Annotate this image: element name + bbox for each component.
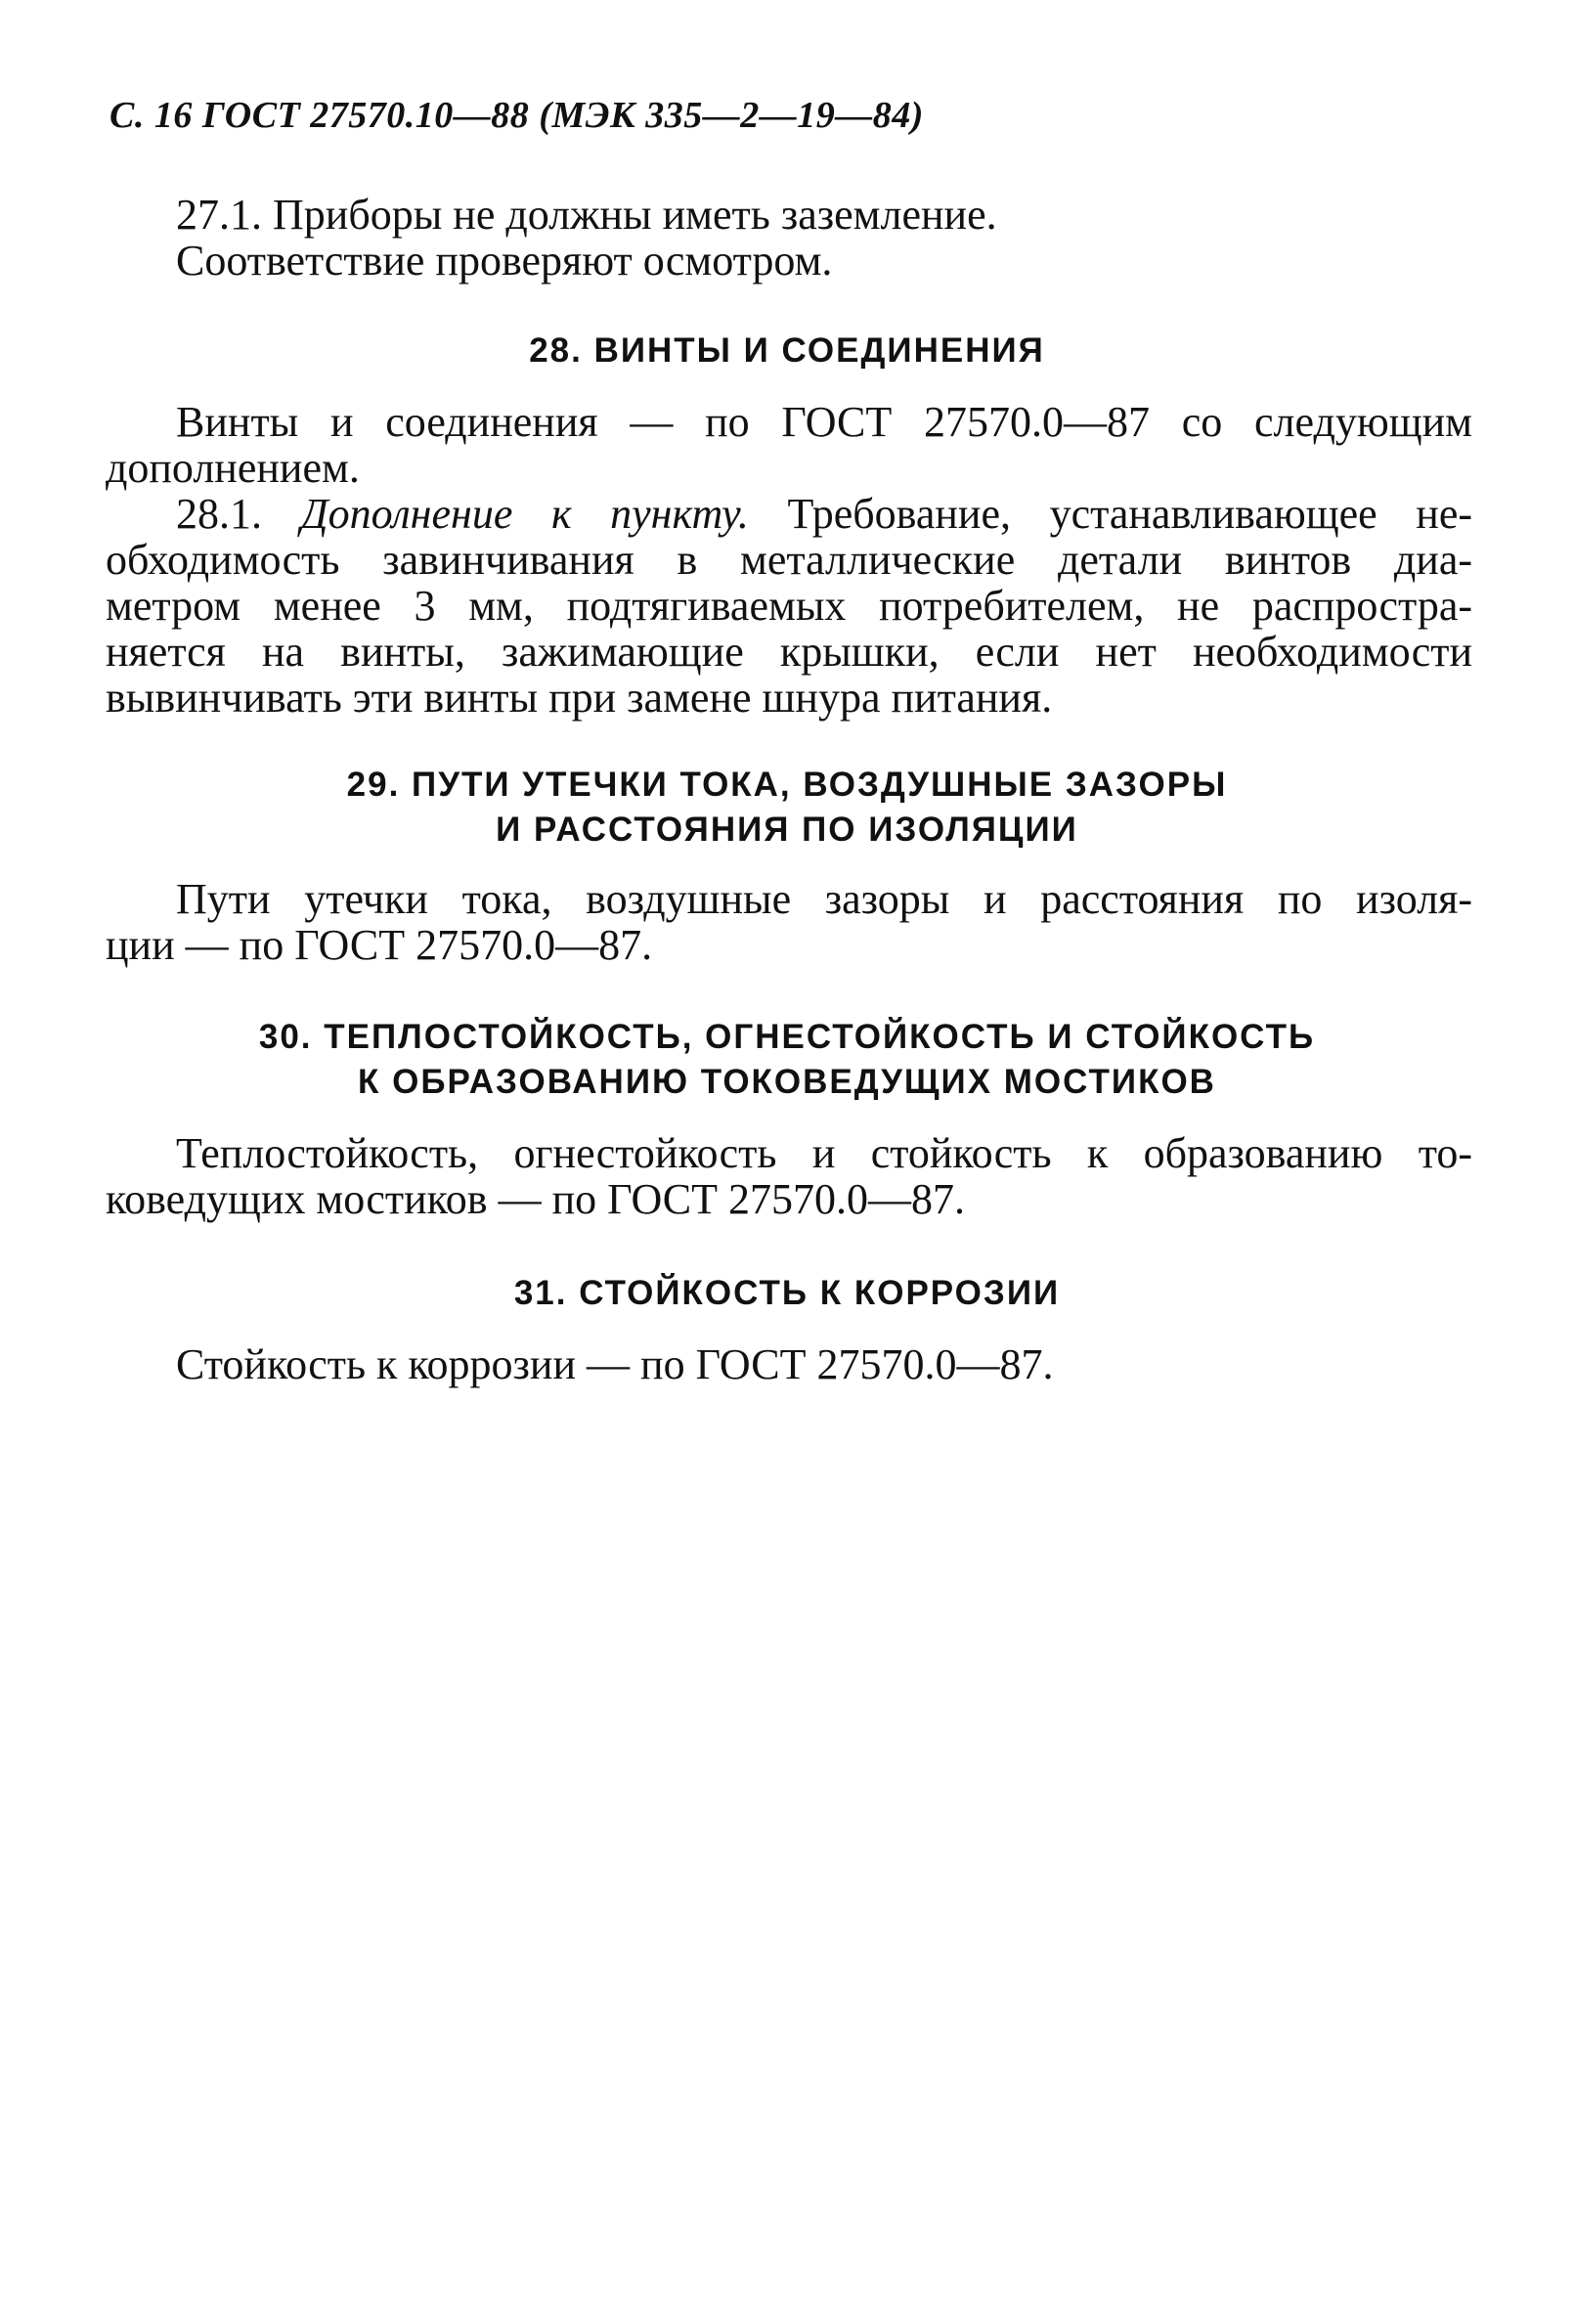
section-29-paragraph — [106, 876, 1472, 968]
section-31-heading — [0, 1271, 1574, 1316]
section-28-heading — [0, 329, 1574, 373]
section-30-heading-line-1: 30. ТЕПЛОСТОЙКОСТЬ, ОГНЕСТОЙКОСТЬ И СТОЙКОСТЬ — [258, 1018, 1316, 1056]
clause-28-1-line-1 — [106, 491, 1472, 537]
section-29-paragraph-line-2: ции — по ГОСТ 27570.0—87. — [106, 921, 653, 969]
clause-27-1-line-2: Соответствие проверяют осмотром. — [176, 237, 833, 285]
clause-28-1-line-4: няется на винты, зажимающие крышки, если нет необходимости — [106, 628, 1472, 676]
section-31-paragraph — [106, 1341, 1472, 1387]
section-30-paragraph-line-2: коведущих мостиков — по ГОСТ 27570.0—87. — [106, 1175, 966, 1223]
section-28-paragraph-line-2: дополнением. — [106, 444, 360, 492]
clause-28-1-number: 28.1. — [176, 490, 301, 538]
section-30-heading-line-2: К ОБРАЗОВАНИЮ ТОКОВЕДУЩИХ МОСТИКОВ — [358, 1063, 1216, 1101]
section-28-paragraph — [106, 399, 1472, 491]
section-31-heading-text: 31. СТОЙКОСТЬ К КОРРОЗИИ — [513, 1274, 1061, 1312]
clause-28-1-line-1-rest: Требование, устанавливающее не- — [748, 490, 1473, 538]
section-29-heading — [0, 763, 1574, 853]
section-28-heading-text: 28. ВИНТЫ И СОЕДИНЕНИЯ — [529, 331, 1045, 370]
section-30-paragraph-line-1: Теплостойкость, огнестойкость и стойкость к образованию то- — [176, 1129, 1472, 1177]
section-29-heading-line-2: И РАССТОЯНИЯ ПО ИЗОЛЯЦИИ — [496, 811, 1078, 849]
section-28-paragraph-line-1: Винты и соединения — по ГОСТ 27570.0—87 со следующим — [176, 398, 1472, 446]
clause-27-1 — [106, 192, 1472, 284]
clause-28-1-italic-title: Дополнение к пункту. — [300, 490, 749, 538]
clause-28-1-line-2: обходимость завинчивания в металлические детали винтов диа- — [106, 536, 1472, 584]
clause-27-1-line-1: 27.1. Приборы не должны иметь заземление. — [176, 191, 997, 239]
section-29-paragraph-line-1: Пути утечки тока, воздушные зазоры и расстояния по изоля- — [176, 875, 1472, 923]
section-30-heading — [0, 1015, 1574, 1105]
section-31-paragraph-line-1: Стойкость к коррозии — по ГОСТ 27570.0—87. — [176, 1340, 1054, 1388]
clause-28-1-line-5: вывинчивать эти винты при замене шнура питания. — [106, 674, 1053, 722]
clause-28-1-line-3: метром менее 3 мм, подтягиваемых потребителем, не распростра- — [106, 582, 1472, 630]
clause-28-1 — [106, 491, 1472, 721]
section-30-paragraph — [106, 1130, 1472, 1222]
running-head: С. 16 ГОСТ 27570.10—88 (МЭК 335—2—19—84) — [109, 95, 924, 136]
section-29-heading-line-1: 29. ПУТИ УТЕЧКИ ТОКА, ВОЗДУШНЫЕ ЗАЗОРЫ — [346, 766, 1228, 804]
